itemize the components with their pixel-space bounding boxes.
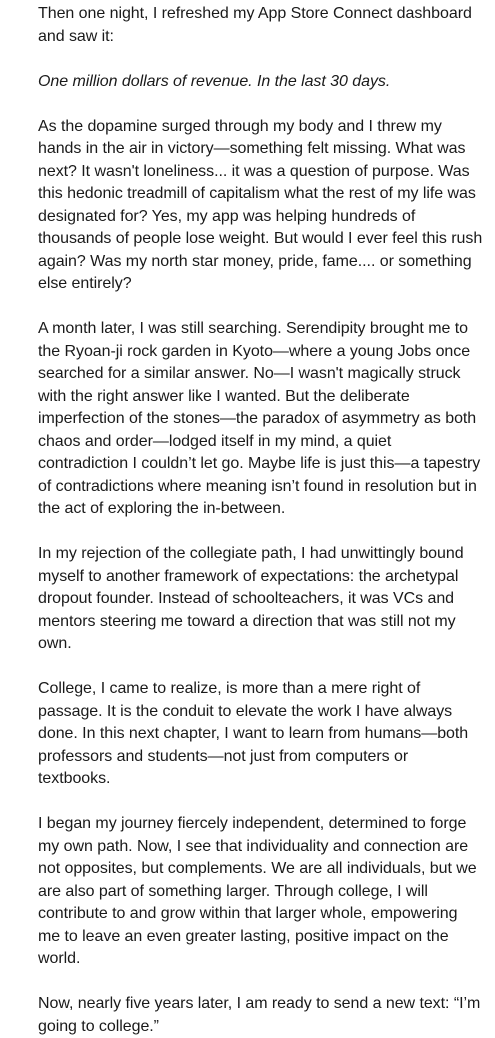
essay-paragraph-3: As the dopamine surged through my body and I threw my hands in the air in victory—something felt missing. What was next? It wasn't loneliness... it was a question of purpose. Was this hedonic treadmill of capitalism what the rest of my life was designated for? Yes, my app was helping hundreds of thousands of people lose weight. But would I ever feel this rush again? Was my north star money, pride, fame.... or something else entirely? [38,117,483,292]
essay-paragraph-2-italic-quote: One million dollars of revenue. In the last 30 days. [38,72,391,90]
essay-paragraph-8: Now, nearly five years later, I am ready to send a new text: “I’m going to college.” [38,995,481,1035]
essay-paragraph-7: I began my journey fiercely independent, determined to forge my own path. Now, I see that individuality and connection are not opposites, but complements. We are all individuals, but we are also part of something larger. Through college, I will contribute to and grow within that larger whole, empowering me to leave an even greater lasting, positive impact on the world. [38,815,477,967]
essay-paragraph-6: College, I came to realize, is more than a mere right of passage. It is the conduit to elevate the work I have always done. In this next chapter, I want to learn from humans—both professors and students—not just from computers or textbooks. [38,680,469,787]
essay-paragraph-1: Then one night, I refreshed my App Store Connect dashboard and saw it: [38,5,472,45]
essay-paragraph-5: In my rejection of the collegiate path, I had unwittingly bound myself to another framework of expectations: the archetypal dropout founder. Instead of schoolteachers, it was VCs and mentors steering me toward a direction that was still not my own. [38,545,464,652]
essay-paragraph-4: A month later, I was still searching. Serendipity brought me to the Ryoan-ji rock garden in Kyoto—where a young Jobs once searched for a similar answer. No—I wasn't magically struck with the right answer like I wanted. But the deliberate imperfection of the stones—the paradox of asymmetry as both chaos and order—lodged itself in my mind, a quiet contradiction I couldn’t let go. Maybe life is just this—a tapestry of contradictions where meaning isn’t found in resolution but in the act of exploring the in-between. [38,320,481,517]
